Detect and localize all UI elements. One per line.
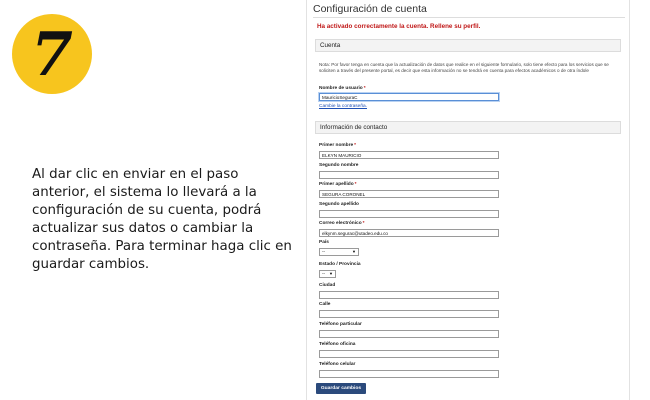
office-phone-label: Teléfono oficina (319, 342, 356, 347)
contact-section-header: Información de contacto (315, 121, 621, 134)
country-selected-value: -- (322, 249, 326, 254)
street-input[interactable] (319, 310, 499, 318)
chevron-down-icon: ▼ (329, 271, 333, 276)
first-surname-label: Primer apellido* (319, 182, 357, 187)
username-input[interactable] (319, 93, 499, 101)
home-phone-input[interactable] (319, 330, 499, 338)
username-label: Nombre de usuario* (319, 86, 366, 91)
second-surname-input[interactable] (319, 210, 499, 218)
page-title: Configuración de cuenta (313, 3, 427, 15)
second-name-label: Segundo nombre (319, 163, 359, 168)
account-settings-screenshot (306, 0, 630, 400)
city-input[interactable] (319, 291, 499, 299)
second-name-input[interactable] (319, 171, 499, 179)
office-phone-input[interactable] (319, 350, 499, 358)
city-label: Ciudad (319, 283, 336, 288)
account-section-header: Cuenta (315, 39, 621, 52)
step-number-badge (12, 14, 92, 94)
account-note: Nota: Por favor tenga en cuenta que la actualización de datos que realice en el siguiente formulario, solo tiene efecto para los servicios que se soliciten a través del presente portal, es decir que esta información no se tendrá en cuenta para efectos académicos o de otra índole (319, 62, 609, 74)
success-message: Ha activado correctamente la cuenta. Rellene su perfil. (317, 23, 481, 30)
chevron-down-icon: ▼ (352, 249, 356, 254)
state-selected-value: -- (322, 271, 326, 276)
first-name-label: Primer nombre* (319, 143, 356, 148)
step-number: 7 (31, 20, 73, 90)
country-select[interactable] (319, 248, 359, 256)
home-phone-label: Teléfono particular (319, 322, 362, 327)
first-name-input[interactable] (319, 151, 499, 159)
email-input[interactable] (319, 229, 499, 237)
state-select[interactable] (319, 270, 336, 278)
email-label: Correo electrónico* (319, 221, 365, 226)
second-surname-label: Segundo apellido (319, 202, 359, 207)
change-password-link[interactable]: Cambie la contraseña. (319, 104, 367, 109)
mobile-phone-input[interactable] (319, 370, 499, 378)
state-label: Estado / Provincia (319, 262, 361, 267)
street-label: Calle (319, 302, 331, 307)
mobile-phone-label: Teléfono celular (319, 362, 356, 367)
step-instructions: Al dar clic en enviar en el paso anterior, el sistema lo llevará a la configuración de su cuenta, podrá actualizar sus datos o cambiar la contraseña. Para terminar haga clic en guardar cambios. (32, 167, 292, 272)
save-changes-button[interactable]: Guardar cambios (316, 383, 366, 394)
first-surname-input[interactable] (319, 190, 499, 198)
country-label: País (319, 240, 329, 245)
title-divider (313, 17, 625, 18)
